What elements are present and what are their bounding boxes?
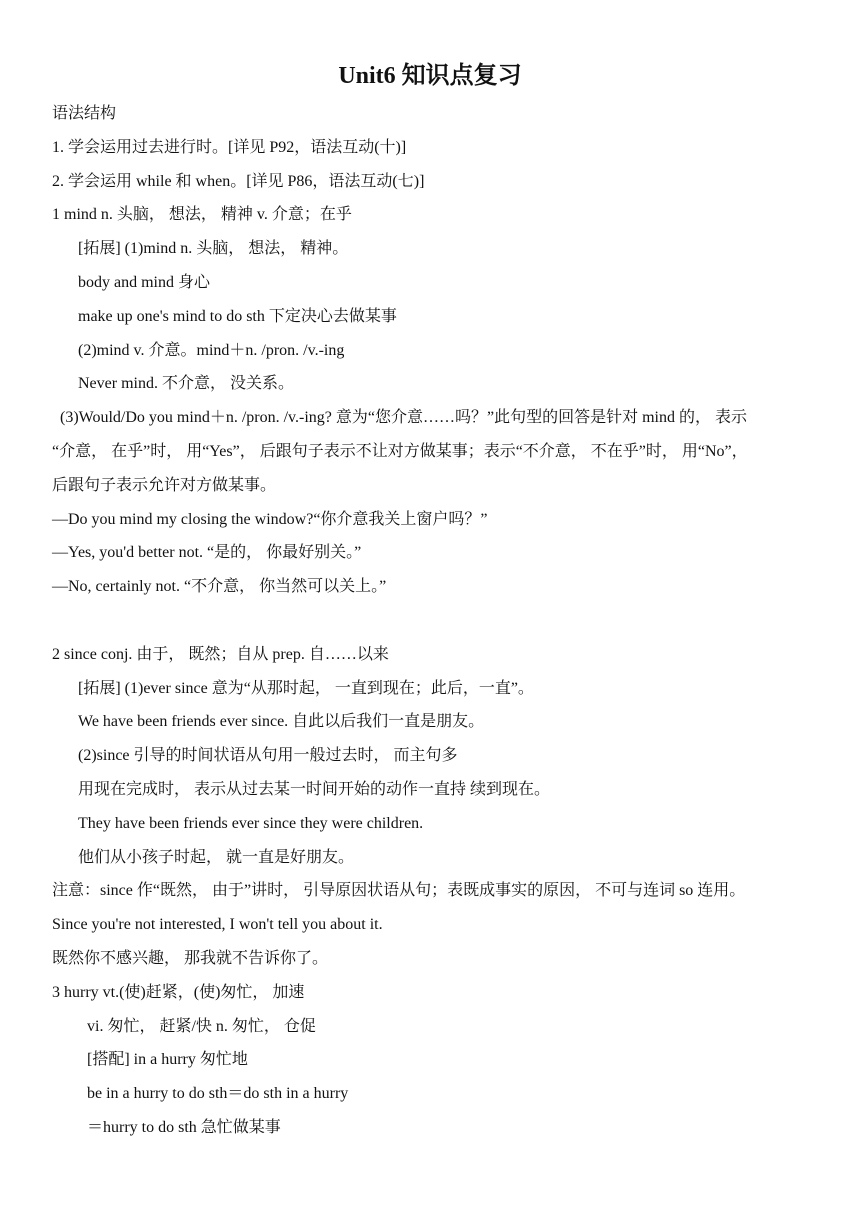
example-line: 既然你不感兴趣， 那我就不告诉你了。 (52, 950, 329, 967)
text-line: (2)since 引导的时间状语从句用一般过去时， 而主句多 (78, 747, 458, 764)
text-line: (2)mind v. 介意。mind＋n. /pron. /v.-ing (78, 342, 345, 359)
text-line: be in a hurry to do sth＝do sth in a hurry (87, 1085, 349, 1102)
text-line: Never mind. 不介意， 没关系。 (78, 375, 294, 392)
entry-heading: 2 since conj. 由于， 既然；自从 prep. 自……以来 (52, 646, 389, 663)
text-line: “介意， 在乎”时， 用“Yes”， 后跟句子表示不让对方做某事；表示“不介意， 不在乎”时， 用“No”， (52, 443, 748, 460)
text-line: make up one's mind to do sth 下定决心去做某事 (78, 308, 397, 325)
page-title: Unit6 知识点复习 (338, 63, 522, 89)
example-line: Since you're not interested, I won't tell you about it. (52, 916, 383, 933)
text-line: body and mind 身心 (78, 274, 210, 291)
grammar-point: 1. 学会运用过去进行时。[详见 P92，语法互动(十)] (52, 139, 407, 156)
text-line: (3)Would/Do you mind＋n. /pron. /v.-ing? 意为“您介意……吗？”此句型的回答是针对 mind 的， 表示 (60, 409, 747, 426)
section-heading: 语法结构 (52, 105, 117, 122)
example-line: —Do you mind my closing the window?“你介意我关上窗户吗？” (52, 511, 488, 528)
entry-heading: 1 mind n. 头脑， 想法， 精神 v. 介意；在乎 (52, 206, 352, 223)
text-line: 后跟句子表示允许对方做某事。 (52, 477, 277, 494)
text-line: vi. 匆忙， 赶紧/快 n. 匆忙， 仓促 (87, 1018, 316, 1035)
text-line: ＝hurry to do sth 急忙做某事 (87, 1119, 281, 1136)
note-line: 注意：since 作“既然， 由于”讲时， 引导原因状语从句；表既成事实的原因， 不可与连词 so 连用。 (52, 882, 746, 899)
text-line: They have been friends ever since they were children. (78, 815, 424, 832)
example-line: —Yes, you'd better not. “是的， 你最好别关。” (52, 544, 362, 561)
text-line: 他们从小孩子时起， 就一直是好朋友。 (78, 849, 355, 866)
text-line: [拓展] (1)ever since 意为“从那时起， 一直到现在；此后，一直”。 (78, 680, 534, 697)
entry-heading: 3 hurry vt.(使)赶紧，(使)匆忙， 加速 (52, 984, 305, 1001)
text-line: [搭配] in a hurry 匆忙地 (87, 1051, 248, 1068)
grammar-point: 2. 学会运用 while 和 when。[详见 P86，语法互动(七)] (52, 173, 425, 190)
text-line: We have been friends ever since. 自此以后我们一直是朋友。 (78, 713, 485, 730)
text-line: [拓展] (1)mind n. 头脑， 想法， 精神。 (78, 240, 349, 257)
text-line: 用现在完成时， 表示从过去某一时间开始的动作一直持 续到现在。 (78, 781, 551, 798)
example-line: —No, certainly not. “不介意， 你当然可以关上。” (52, 578, 387, 595)
